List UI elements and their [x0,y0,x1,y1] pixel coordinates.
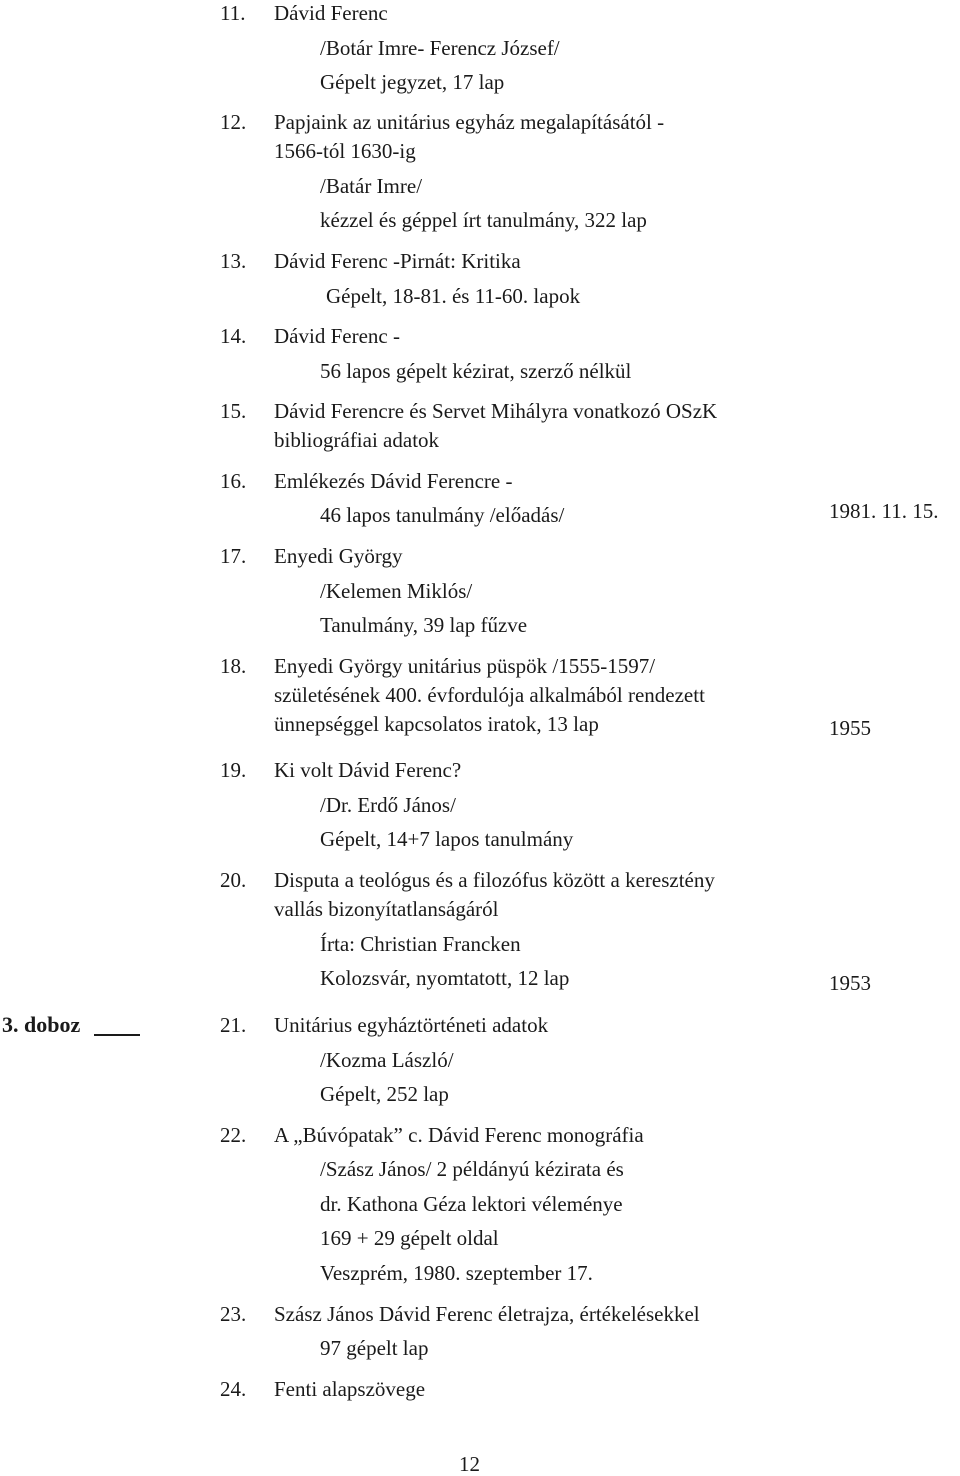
item-date: 1953 [829,971,871,995]
item-number: 20. [220,868,247,892]
item-title: Enyedi György unitárius püspök /1555-1597/ [274,654,656,678]
item-detail: Gépelt, 252 lap [320,1082,449,1106]
item-title: A „Búvópatak” c. Dávid Ferenc monográfia [274,1123,644,1147]
item-number: 24. [220,1377,247,1401]
item-title: Enyedi György [274,544,403,568]
item-number: 14. [220,324,247,348]
item-title: Fenti alapszövege [274,1377,426,1401]
item-date: 1981. 11. 15. [829,499,939,523]
item-title: Dávid Ferenc [274,1,388,25]
page-number: 12 [459,1452,480,1476]
item-title: Ki volt Dávid Ferenc? [274,758,462,782]
item-title: vallás bizonyítatlanságáról [274,897,499,921]
item-title: bibliográfiai adatok [274,428,440,452]
item-detail: 46 lapos tanulmány /előadás/ [320,503,565,527]
item-detail: 169 + 29 gépelt oldal [320,1226,499,1250]
item-detail: /Botár Imre- Ferencz József/ [320,36,560,60]
item-detail: Gépelt, 14+7 lapos tanulmány [320,827,574,851]
item-detail: 97 gépelt lap [320,1336,429,1360]
item-detail: /Batár Imre/ [320,174,423,198]
item-detail: kézzel és géppel írt tanulmány, 322 lap [320,208,647,232]
item-number: 18. [220,654,247,678]
item-title: 1566-tól 1630-ig [274,139,416,163]
item-number: 17. [220,544,247,568]
item-detail: Tanulmány, 39 lap fűzve [320,613,528,637]
item-title: Dávid Ferenc -Pirnát: Kritika [274,249,521,273]
item-detail: Írta: Christian Francken [320,932,521,956]
item-title: Dávid Ferencre és Servet Mihályra vonatkozó OSzK [274,399,718,423]
item-title: Disputa a teológus és a filozófus között a keresztény [274,868,715,892]
item-detail: Gépelt, 18-81. és 11-60. lapok [326,284,581,308]
item-title: Szász János Dávid Ferenc életrajza, értékelésekkel [274,1302,700,1326]
item-number: 22. [220,1123,247,1147]
item-detail: /Szász János/ 2 példányú kézirata és [320,1157,624,1181]
item-detail: Kolozsvár, nyomtatott, 12 lap [320,966,570,990]
item-title: Papjaink az unitárius egyház megalapításától - [274,110,665,134]
item-title: Dávid Ferenc - [274,324,400,348]
item-title: Emlékezés Dávid Ferencre - [274,469,513,493]
item-date: 1955 [829,716,871,740]
item-detail: 56 lapos gépelt kézirat, szerző nélkül [320,359,632,383]
item-title: Unitárius egyháztörténeti adatok [274,1013,549,1037]
item-title: születésének 400. évfordulója alkalmából rendezett [274,683,705,707]
box-label: 3. doboz [2,1012,81,1037]
item-number: 13. [220,249,247,273]
item-number: 11. [220,1,246,25]
item-detail: Veszprém, 1980. szeptember 17. [320,1261,593,1285]
item-title: ünnepséggel kapcsolatos iratok, 13 lap [274,712,599,736]
item-detail: /Kelemen Miklós/ [320,579,473,603]
item-number: 19. [220,758,247,782]
item-number: 21. [220,1013,247,1037]
item-number: 16. [220,469,247,493]
item-detail: dr. Kathona Géza lektori véleménye [320,1192,623,1216]
item-number: 12. [220,110,247,134]
item-detail: Gépelt jegyzet, 17 lap [320,70,505,94]
item-detail: /Dr. Erdő János/ [320,793,456,817]
item-number: 15. [220,399,247,423]
box-label-line [94,1034,140,1036]
item-number: 23. [220,1302,247,1326]
item-detail: /Kozma László/ [320,1048,454,1072]
